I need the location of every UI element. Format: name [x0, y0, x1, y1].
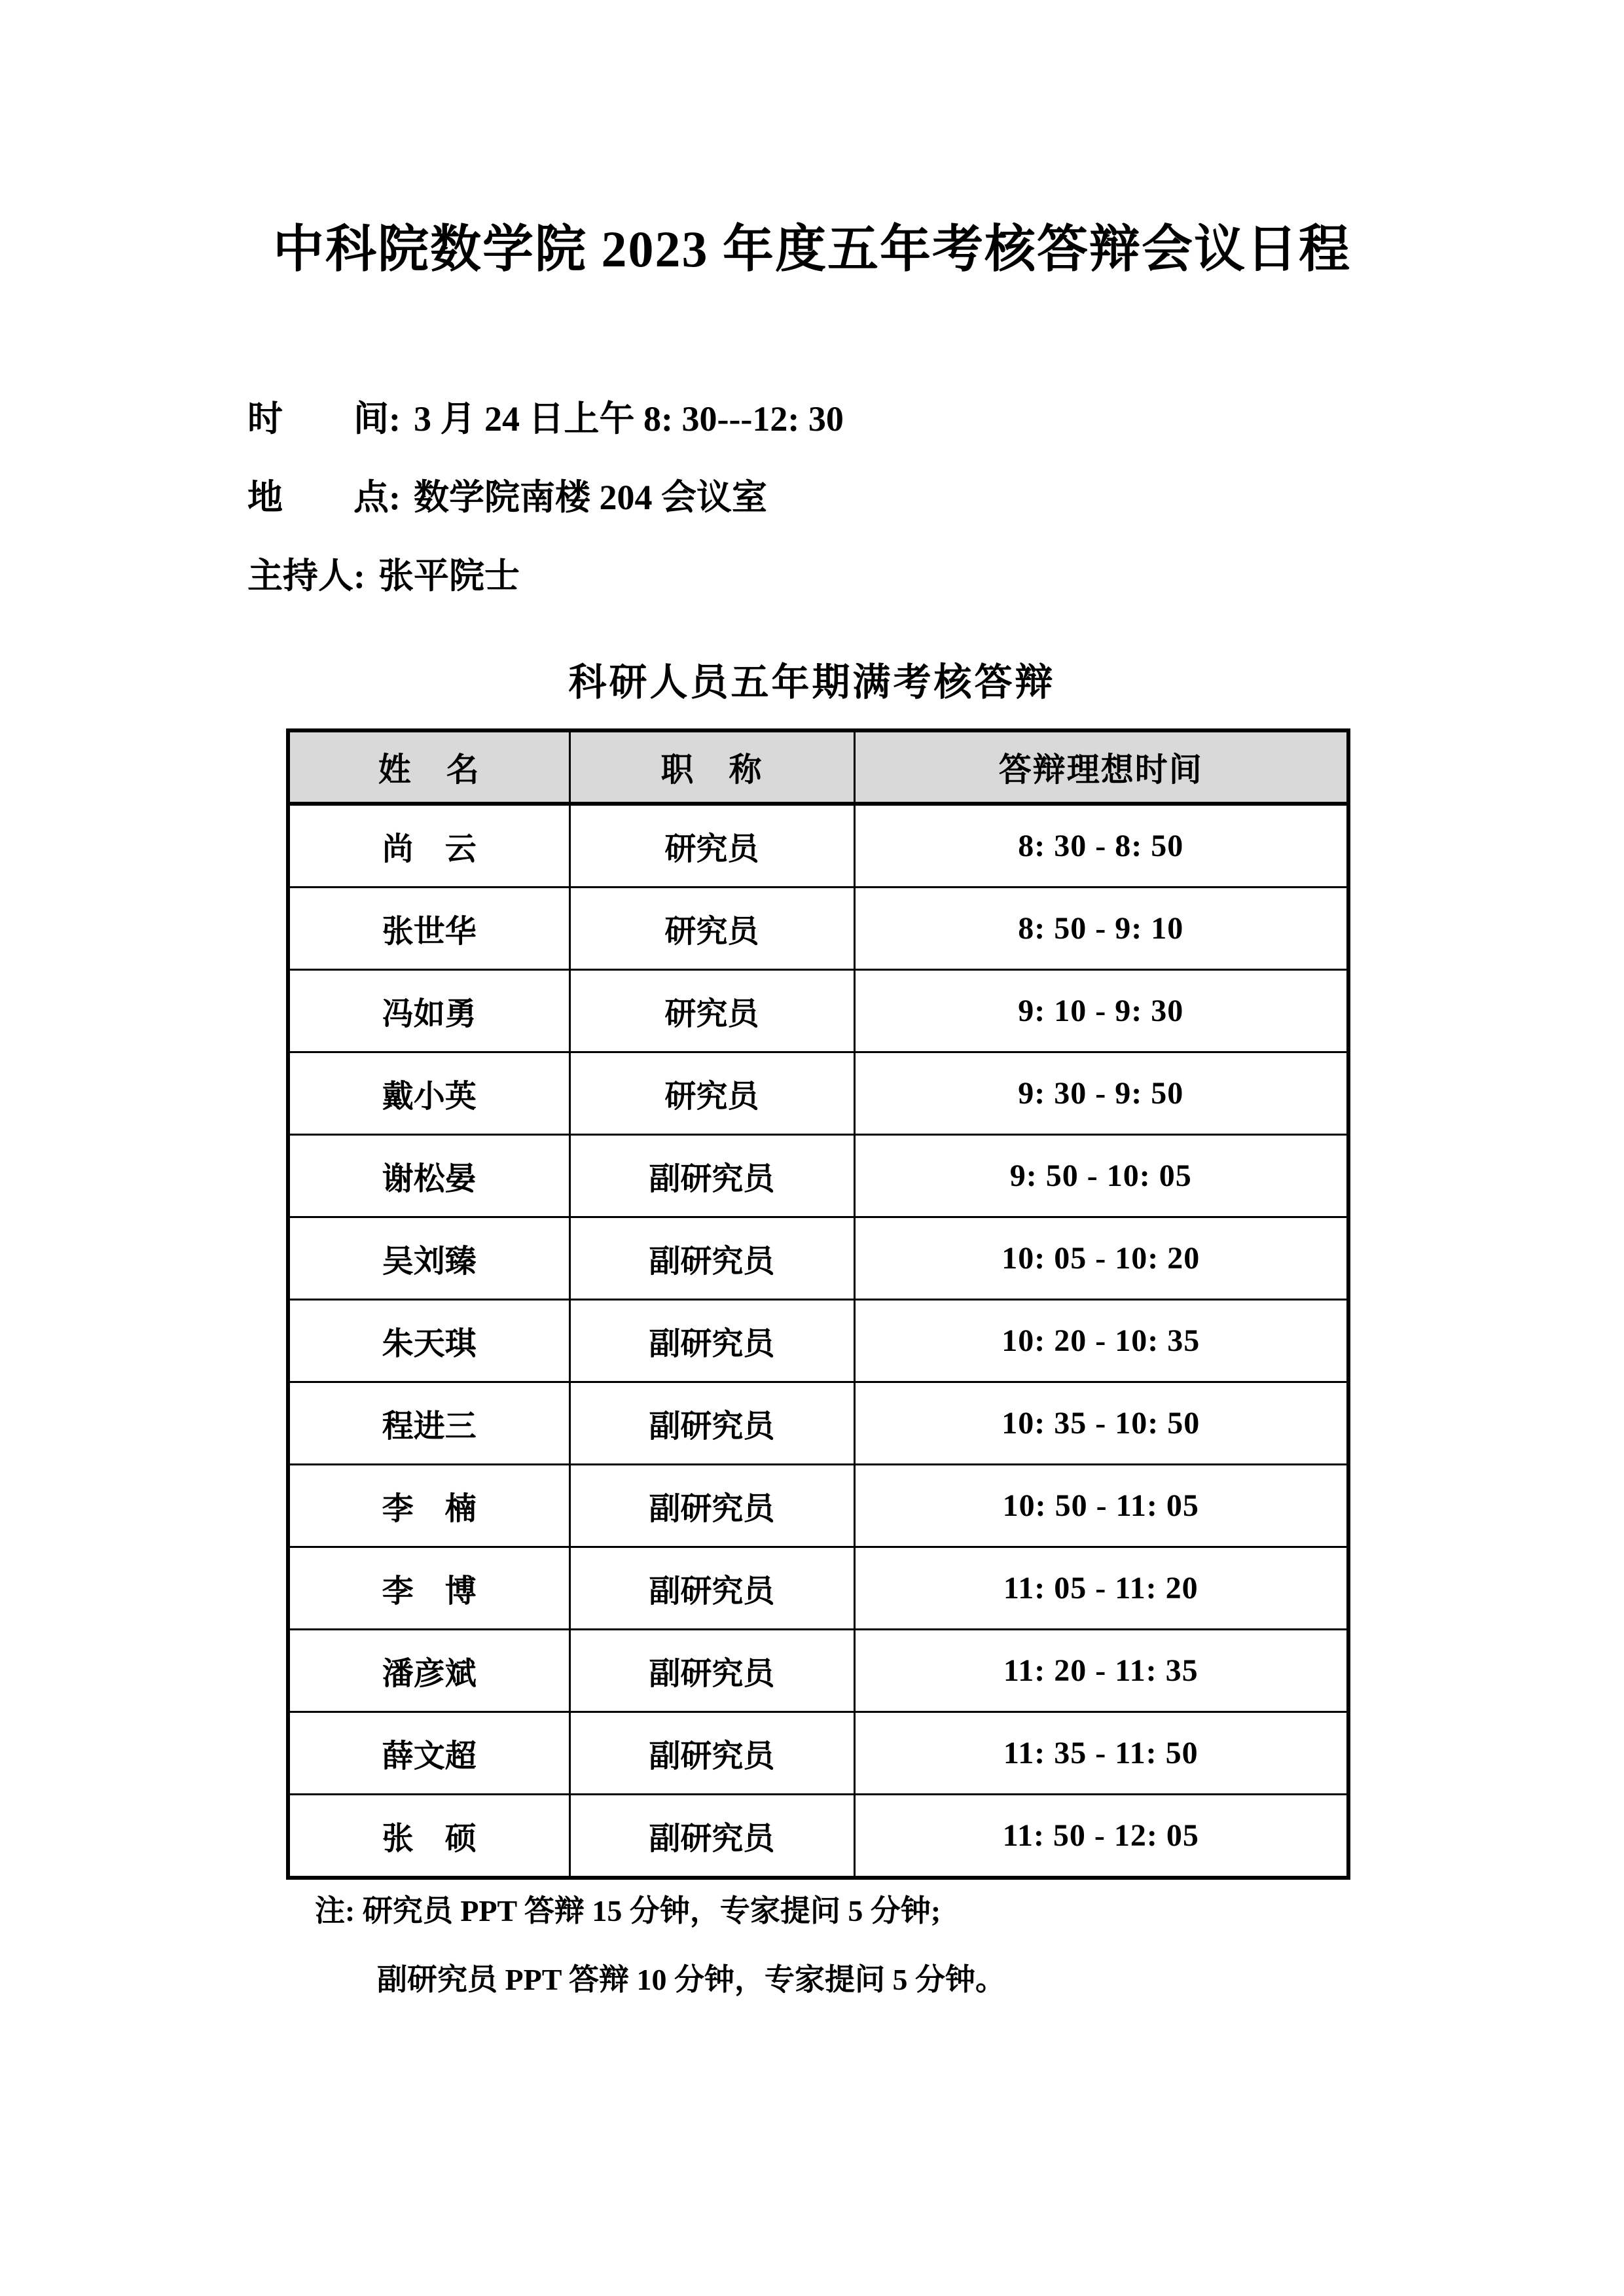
cell-time: 10: 35 - 10: 50	[854, 1382, 1348, 1465]
cell-title: 副研究员	[569, 1795, 854, 1878]
table-row	[288, 1382, 1348, 1465]
cell-title: 研究员	[569, 970, 854, 1052]
info-line-host	[247, 533, 844, 612]
cell-time: 10: 50 - 11: 05	[854, 1465, 1348, 1547]
cell-time: 8: 50 - 9: 10	[854, 888, 1348, 970]
note-line-1: 注: 研究员 PPT 答辩 15 分钟，专家提问 5 分钟;	[315, 1894, 941, 1928]
host-value: 张平院士	[378, 556, 520, 596]
cell-title: 副研究员	[569, 1547, 854, 1630]
table-body	[288, 804, 1348, 1878]
cell-time: 11: 20 - 11: 35	[854, 1630, 1348, 1712]
table-row	[288, 1795, 1348, 1878]
table-row	[288, 804, 1348, 888]
cell-time: 10: 20 - 10: 35	[854, 1300, 1348, 1382]
location-label: 地 点:	[247, 477, 401, 517]
location-value: 数学院南楼 204 会议室	[413, 477, 767, 517]
cell-title: 副研究员	[569, 1135, 854, 1217]
cell-time: 9: 10 - 9: 30	[854, 970, 1348, 1052]
table-row	[288, 1547, 1348, 1630]
table-row	[288, 888, 1348, 970]
table-header-row	[288, 730, 1348, 804]
info-line-time	[247, 376, 844, 455]
note-line-2: 副研究员 PPT 答辩 10 分钟，专家提问 5 分钟。	[377, 1963, 1006, 1997]
cell-name: 谢松晏	[288, 1135, 569, 1217]
table-row	[288, 1052, 1348, 1135]
cell-title: 副研究员	[569, 1712, 854, 1795]
header-time: 答辩理想时间	[854, 730, 1348, 804]
cell-name: 程进三	[288, 1382, 569, 1465]
table-row	[288, 1465, 1348, 1547]
cell-time: 11: 50 - 12: 05	[854, 1795, 1348, 1878]
cell-name: 张 硕	[288, 1795, 569, 1878]
time-label: 时 间:	[247, 399, 401, 439]
header-title: 职 称	[569, 730, 854, 804]
cell-title: 副研究员	[569, 1300, 854, 1382]
cell-name: 尚 云	[288, 804, 569, 888]
cell-time: 10: 05 - 10: 20	[854, 1217, 1348, 1300]
cell-title: 副研究员	[569, 1465, 854, 1547]
table-header	[288, 730, 1348, 804]
document-title: 中科院数学院 2023 年度五年考核答辩会议日程	[272, 221, 1351, 278]
table-row	[288, 1217, 1348, 1300]
table-row	[288, 1135, 1348, 1217]
cell-time: 8: 30 - 8: 50	[854, 804, 1348, 888]
cell-name: 潘彦斌	[288, 1630, 569, 1712]
cell-time: 9: 30 - 9: 50	[854, 1052, 1348, 1135]
cell-title: 研究员	[569, 804, 854, 888]
cell-name: 朱天琪	[288, 1300, 569, 1382]
info-line-location	[247, 455, 844, 533]
cell-title: 副研究员	[569, 1217, 854, 1300]
table-row	[288, 1712, 1348, 1795]
cell-title: 副研究员	[569, 1630, 854, 1712]
table-row	[288, 1300, 1348, 1382]
cell-name: 吴刘臻	[288, 1217, 569, 1300]
cell-time: 11: 05 - 11: 20	[854, 1547, 1348, 1630]
cell-title: 研究员	[569, 888, 854, 970]
cell-title: 研究员	[569, 1052, 854, 1135]
cell-time: 9: 50 - 10: 05	[854, 1135, 1348, 1217]
cell-name: 李 博	[288, 1547, 569, 1630]
cell-name: 薛文超	[288, 1712, 569, 1795]
host-label: 主持人:	[247, 556, 365, 596]
cell-name: 戴小英	[288, 1052, 569, 1135]
table-row	[288, 1630, 1348, 1712]
cell-name: 张世华	[288, 888, 569, 970]
cell-time: 11: 35 - 11: 50	[854, 1712, 1348, 1795]
section-title: 科研人员五年期满考核答辩	[568, 661, 1056, 704]
header-name: 姓 名	[288, 730, 569, 804]
cell-title: 副研究员	[569, 1382, 854, 1465]
cell-name: 李 楠	[288, 1465, 569, 1547]
cell-name: 冯如勇	[288, 970, 569, 1052]
time-value: 3 月 24 日上午 8: 30---12: 30	[413, 399, 844, 439]
notes	[315, 1893, 1005, 1998]
schedule-table	[286, 728, 1350, 1880]
table-row	[288, 970, 1348, 1052]
meeting-info	[247, 376, 844, 612]
